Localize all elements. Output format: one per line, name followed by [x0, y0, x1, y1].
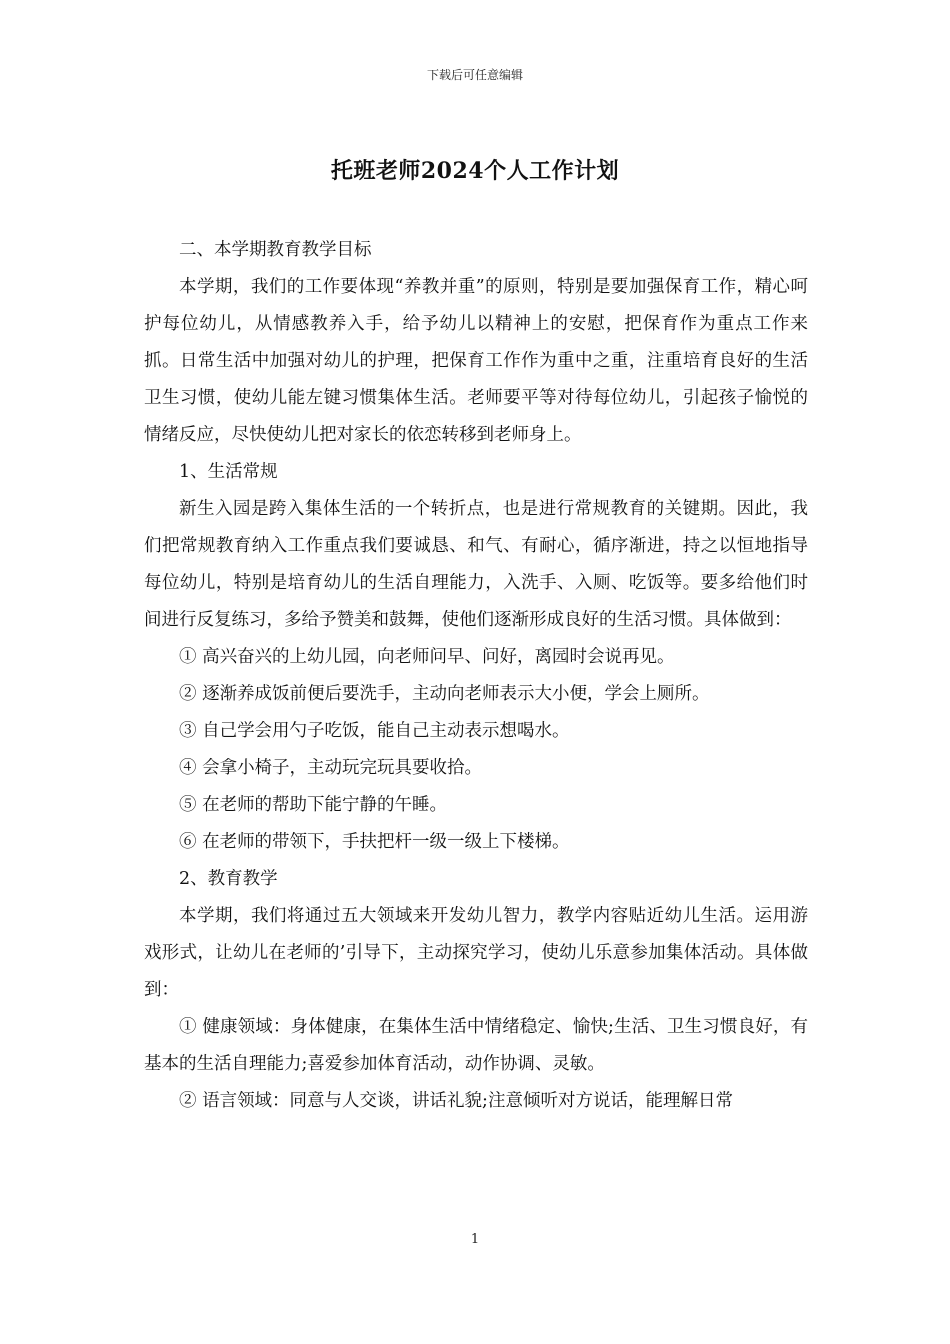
section-heading: 二、本学期教育教学目标	[179, 240, 372, 260]
paragraph: 本学期，我们的工作要体现“养教并重”的原则，特别是要加强保育工作，精心呵护每位幼儿，从情感教养入手，给予幼儿以精神上的安慰，把保育作为重点工作来抓。日常生活中加强对幼儿的护理，把保育工作作为重中之重，注重培育良好的生活卫生习惯，使幼儿能左键习惯集体生活。老师要平等对待每位幼儿，引起孩子愉悦的情绪反应，尽快使幼儿把对家长的依恋转移到老师身上。	[144, 277, 808, 445]
list-item: ① 健康领域：身体健康，在集体生活中情绪稳定、愉快;生活、卫生习惯良好，有基本的生活自理能力;喜爱参加体育活动，动作协调、灵敏。	[144, 1017, 808, 1074]
list-item: ① 高兴奋兴的上幼儿园，向老师问早、问好，离园时会说再见。	[179, 647, 675, 667]
list-item: ⑤ 在老师的帮助下能宁静的午睡。	[179, 795, 448, 815]
list-item: ② 逐渐养成饭前便后要洗手，主动向老师表示大小便，学会上厕所。	[179, 684, 710, 704]
document-body	[144, 232, 808, 1120]
subsection-heading: 1、生活常规	[179, 462, 278, 482]
page-number: 1	[470, 1232, 480, 1247]
paragraph: 新生入园是跨入集体生活的一个转折点，也是进行常规教育的关键期。因此，我们把常规教育纳入工作重点我们要诚恳、和气、有耐心，循序渐进，持之以恒地指导每位幼儿，特别是培育幼儿的生活自理能力，入洗手、入厕、吃饭等。要多给他们时间进行反复练习，多给予赞美和鼓舞，使他们逐渐形成良好的生活习惯。具体做到：	[144, 499, 808, 630]
list-item: ④ 会拿小椅子，主动玩完玩具要收拾。	[179, 758, 483, 778]
subsection-heading: 2、教育教学	[179, 869, 278, 889]
list-item: ⑥ 在老师的带领下，手扶把杆一级一级上下楼梯。	[179, 832, 570, 852]
page-header: 下载后可任意编辑	[426, 68, 523, 82]
list-item: ② 语言领域：同意与人交谈，讲话礼貌;注意倾听对方说话，能理解日常	[179, 1091, 733, 1111]
list-item: ③ 自己学会用勺子吃饭，能自己主动表示想喝水。	[179, 721, 570, 741]
document-title: 托班老师2024个人工作计划	[330, 158, 620, 184]
paragraph: 本学期，我们将通过五大领域来开发幼儿智力，教学内容贴近幼儿生活。运用游戏形式，让幼儿在老师的’引导下，主动探究学习，使幼儿乐意参加集体活动。具体做到：	[144, 906, 808, 1000]
